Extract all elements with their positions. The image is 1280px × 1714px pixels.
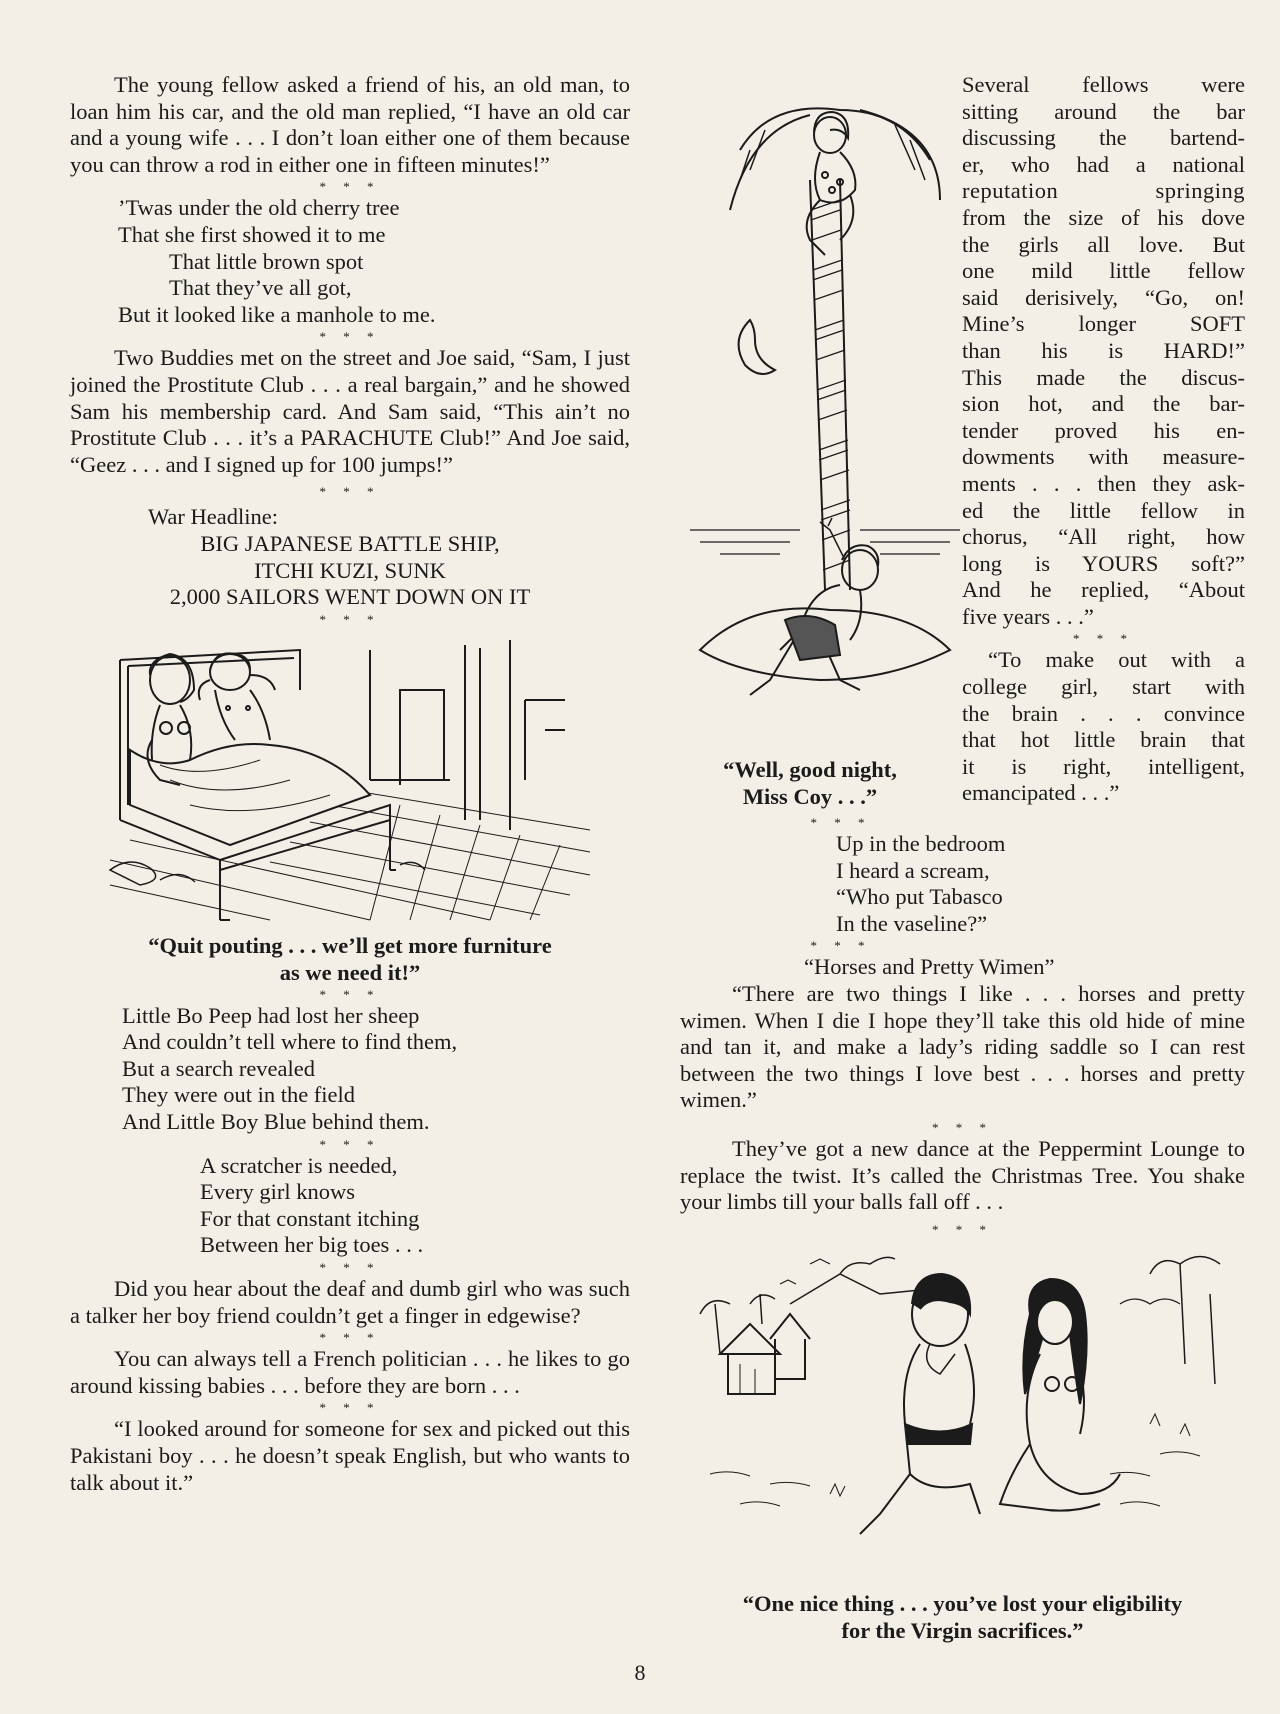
island-drawing xyxy=(680,1244,1245,1544)
joke-french-politician: You can always tell a French politician . . . he likes to go around kissing babies . . . before they are born . . . xyxy=(70,1346,630,1398)
verse-cherry-tree: ’Twas under the old cherry tree That she first showed it to me That little brown spot That they’ve all got, But it looked like a manhole to me. xyxy=(118,195,436,327)
separator: * * * xyxy=(319,986,381,1002)
bedroom-cartoon xyxy=(70,630,630,930)
left-column xyxy=(70,72,630,1496)
separator: * * * xyxy=(319,179,381,195)
right-column-lower xyxy=(680,814,1245,1544)
separator: * * * xyxy=(319,329,381,345)
war-headline: BIG JAPANESE BATTLE SHIP, ITCHI KUZI, SUNK 2,000 SAILORS WENT DOWN ON IT xyxy=(169,530,531,610)
separator: * * * xyxy=(932,1119,993,1135)
separator: * * * xyxy=(810,815,872,830)
verse-scratcher: A scratcher is needed, Every girl knows For that constant itching Between her big toes . . . xyxy=(200,1152,424,1258)
bedroom-caption: “Quit pouting . . . we’ll get more furniture as we need it!” xyxy=(148,932,552,985)
verse-bo-peep: Little Bo Peep had lost her sheep And couldn’t tell where to find them, But a search revealed They were out in the field And Little Boy Blue behind them. xyxy=(122,1002,458,1135)
joke-deaf-girl: Did you hear about the deaf and dumb girl who was such a talker her boy friend couldn’t get a finger in edgewise? xyxy=(70,1276,630,1328)
joke-horses: “There are two things I like . . . horses and pretty wimen. When I die I hope they’ll take this old hide of mine and tan it, and make a lady’s riding saddle so I can rest between the two things I love best . . . horses and pretty wimen.” xyxy=(680,980,1245,1113)
joke-christmas-tree: They’ve got a new dance at the Peppermint Lounge to replace the twist. It’s called the Christmas Tree. You shake your limbs till your balls fall off . . . xyxy=(680,1135,1245,1215)
horses-title: “Horses and Pretty Wimen” xyxy=(804,954,1055,980)
joke-old-car: The young fellow asked a friend of his, an old man, to loan him his car, and the old man replied, “I have an old car and a young wife . . . I don’t loan either one of them because you can throw a rod in either one in fifteen minutes!” xyxy=(70,72,630,177)
joke-pakistani-boy: “I looked around for someone for sex and picked out this Pakistani boy . . . he doesn’t speak English, but who wants to talk about it.” xyxy=(70,1416,630,1495)
separator: * * * xyxy=(810,938,872,954)
separator: * * * xyxy=(1073,631,1134,647)
separator: * * * xyxy=(319,1260,381,1276)
page-number: 8 xyxy=(634,1660,646,1685)
separator: * * * xyxy=(319,1330,381,1346)
island-caption: “One nice thing . . . you’ve lost your eligibility for the Virgin sacrifices.” xyxy=(742,1591,1183,1643)
separator: * * * xyxy=(319,1136,381,1152)
separator: * * * xyxy=(932,1221,993,1237)
palm-caption: “Well, good night, Miss Coy . . .” xyxy=(723,757,897,809)
separator: * * * xyxy=(319,611,381,627)
joke-bartender: Several fellows were sitting around the bar discussing the bartend- er, who had a national reputation springing from the size of his dove the girls all love. But one mild little fellow said derisively, “Go, on! Mine’s longer SOFT than his is HARD!” This made the discus- sion hot, and the bar- tender proved his en- dowments with measure- ments . . . then they ask- ed the little fellow in chorus, “All right, how long is YOURS soft?” And he replied, “About five years . . .” * * * “To make out with a college girl, start with the brain . . . convince that hot little brain that it is right, intelligent, emancipated . . .” xyxy=(962,72,1245,806)
separator: * * * xyxy=(319,1400,381,1416)
bedroom-drawing xyxy=(70,630,630,930)
war-headline-intro: War Headline: xyxy=(148,504,279,530)
island-cartoon xyxy=(680,1244,1245,1544)
joke-parachute-club: Two Buddies met on the street and Joe said, “Sam, I just joined the Prostitute Club . . . a real bargain,” and he showed Sam his membership card. And Sam said, “This ain’t no Prostitute Club . . . it’s a PARACHUTE Club!” And Joe said, “Geez . . . and I signed up for 100 jumps!” xyxy=(70,345,630,477)
separator: * * * xyxy=(319,484,381,500)
verse-tabasco: Up in the bedroom I heard a scream, “Who put Tabasco In the vaseline?” xyxy=(836,831,1006,936)
right-column xyxy=(680,72,1245,807)
